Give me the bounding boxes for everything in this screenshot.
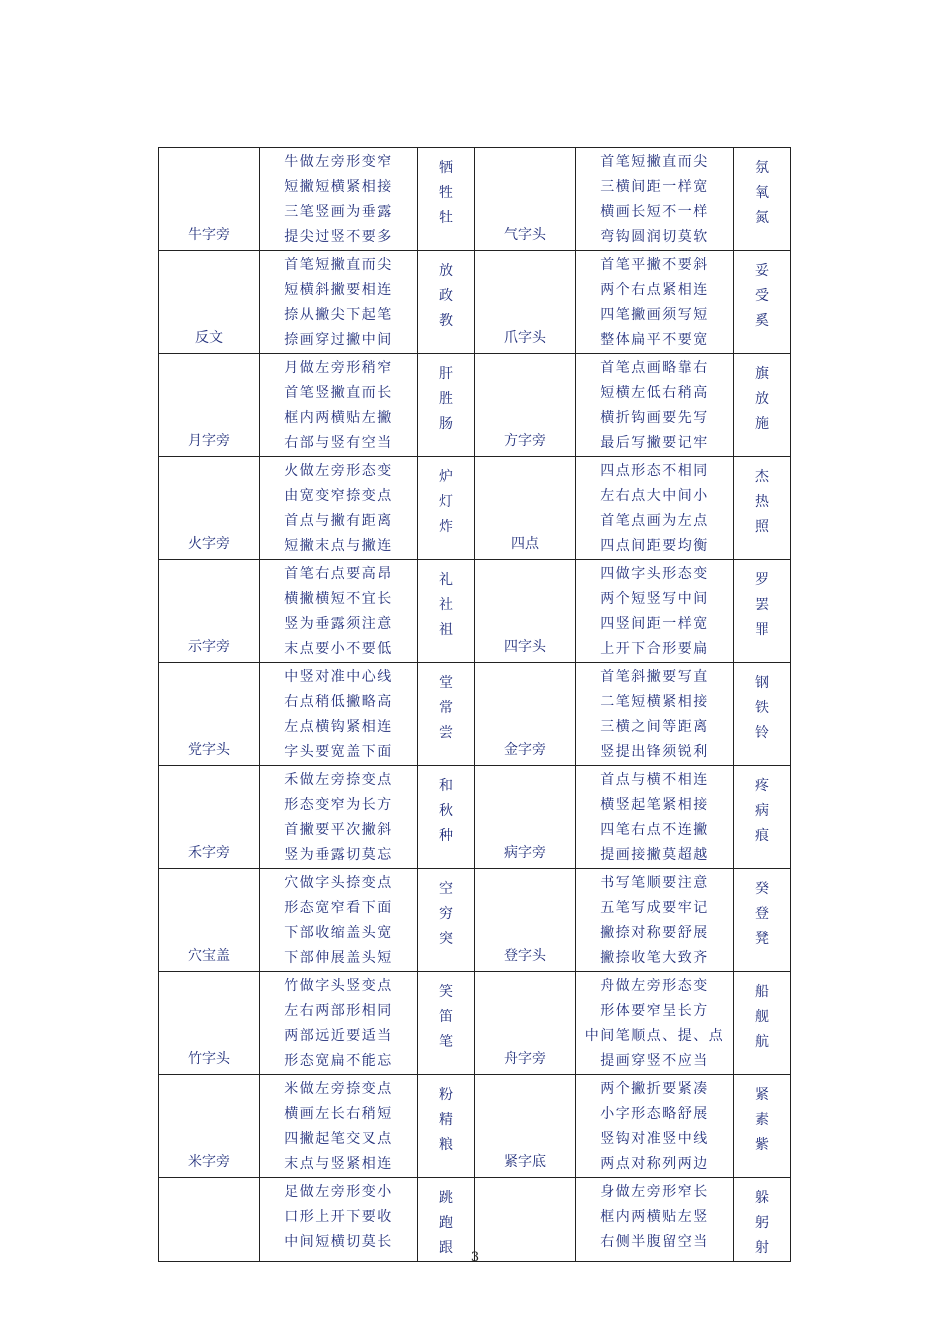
example-character: 杰 [755,469,769,485]
table-row [159,457,791,560]
table-row [159,560,791,663]
example-character: 航 [755,1034,769,1050]
verse-line: 提画穿竖不应当 [600,1053,709,1069]
example-characters [418,148,475,251]
mnemonic-verse [260,457,418,560]
example-characters [418,560,475,663]
verse-line: 横画长短不一样 [600,204,709,220]
verse-line: 口形上开下要收 [284,1209,393,1225]
radical-name: 四点 [475,457,576,560]
example-character: 笛 [439,1009,453,1025]
example-character: 牡 [439,210,453,226]
radical-name: 禾字旁 [159,766,260,869]
mnemonic-verse [576,663,734,766]
verse-line: 右侧半腹留空当 [600,1234,709,1250]
verse-line: 横撇横短不宜长 [284,591,393,607]
mnemonic-verse [260,1075,418,1178]
radical-name: 月字旁 [159,354,260,457]
example-character: 牲 [439,185,453,201]
verse-line: 三笔竖画为垂露 [284,204,393,220]
radical-name [159,1178,260,1262]
mnemonic-verse [260,869,418,972]
example-characters [734,663,791,766]
example-character: 粉 [439,1087,453,1103]
example-characters [418,766,475,869]
example-characters [418,354,475,457]
table-row [159,1075,791,1178]
mnemonic-verse [576,251,734,354]
example-character: 氛 [755,160,769,176]
mnemonic-verse [576,766,734,869]
verse-line: 两点对称列两边 [600,1156,709,1172]
example-character: 跳 [439,1190,453,1206]
verse-line: 下部收缩盖头宽 [284,925,393,941]
radical-name: 竹字头 [159,972,260,1075]
radicals-table [158,147,791,1262]
example-character: 突 [439,931,453,947]
example-character: 胜 [439,391,453,407]
table-body [159,148,791,1262]
example-character: 铁 [755,700,769,716]
verse-line: 五笔写成要牢记 [600,900,709,916]
verse-line: 横竖起笔紧相接 [600,797,709,813]
verse-line: 末点与竖紧相连 [284,1156,393,1172]
example-character: 肠 [439,416,453,432]
verse-line: 首笔短撇直而尖 [600,154,709,170]
verse-line: 首笔短撇直而尖 [284,257,393,273]
example-characters [734,251,791,354]
verse-line: 米做左旁捺变点 [284,1081,393,1097]
example-character: 舰 [755,1009,769,1025]
verse-line: 右点稍低撇略高 [284,694,393,710]
example-characters [418,251,475,354]
example-character: 礼 [439,572,453,588]
verse-line: 首笔斜撇要写直 [600,669,709,685]
example-character: 空 [439,881,453,897]
example-characters [734,972,791,1075]
example-characters [418,663,475,766]
verse-line: 四竖间距一样宽 [600,616,709,632]
verse-line: 短横斜撇要相连 [284,282,393,298]
verse-line: 火做左旁形态变 [284,463,393,479]
example-character: 紫 [755,1137,769,1153]
verse-line: 由宽变窄捺变点 [284,488,393,504]
radical-name: 示字旁 [159,560,260,663]
verse-line: 首笔竖撇直而长 [284,385,393,401]
verse-line: 提画接撇莫超越 [600,847,709,863]
radical-name: 舟字旁 [475,972,576,1075]
verse-line: 首笔右点要高昂 [284,566,393,582]
verse-line: 中间笔顺点、提、点 [584,1028,725,1044]
verse-line: 四笔撇画须写短 [600,307,709,323]
radical-name: 金字旁 [475,663,576,766]
example-character: 素 [755,1112,769,1128]
example-character: 施 [755,416,769,432]
verse-line: 左点横钩紧相连 [284,719,393,735]
example-character: 疼 [755,778,769,794]
table-row [159,766,791,869]
table-row [159,972,791,1075]
verse-line: 两个短竖写中间 [600,591,709,607]
verse-line: 撇捺对称要舒展 [600,925,709,941]
verse-line: 短横左低右稍高 [600,385,709,401]
example-character: 跑 [439,1215,453,1231]
example-characters [418,1178,475,1262]
example-character: 痕 [755,828,769,844]
verse-line: 中竖对准中心线 [284,669,393,685]
mnemonic-verse [260,766,418,869]
example-character: 罪 [755,622,769,638]
example-character: 和 [439,778,453,794]
mnemonic-verse [576,354,734,457]
example-character: 凳 [755,931,769,947]
verse-line: 两个撇折要紧凑 [600,1081,709,1097]
example-characters [418,457,475,560]
example-character: 放 [439,263,453,279]
mnemonic-verse [260,972,418,1075]
mnemonic-verse [260,560,418,663]
example-characters [418,1075,475,1178]
example-character: 钢 [755,675,769,691]
verse-line: 中间短横切莫长 [284,1234,393,1250]
verse-line: 四笔右点不连撇 [600,822,709,838]
verse-line: 月做左旁形稍窄 [284,360,393,376]
verse-line: 最后写撇要记牢 [600,435,709,451]
verse-line: 小字形态略舒展 [600,1106,709,1122]
example-character: 氧 [755,185,769,201]
verse-line: 形态宽扁不能忘 [284,1053,393,1069]
mnemonic-verse [576,457,734,560]
example-character: 堂 [439,675,453,691]
example-character: 肝 [439,366,453,382]
radical-name: 紧字底 [475,1075,576,1178]
radical-name: 登字头 [475,869,576,972]
mnemonic-verse [260,354,418,457]
example-characters [734,1178,791,1262]
verse-line: 提尖过竖不要多 [284,229,393,245]
table-row [159,148,791,251]
verse-line: 横画左长右稍短 [284,1106,393,1122]
verse-line: 首点与横不相连 [600,772,709,788]
verse-line: 首笔点画略靠右 [600,360,709,376]
example-character: 粮 [439,1137,453,1153]
verse-line: 首点与撇有距离 [284,513,393,529]
verse-line: 形体要窄呈长方 [600,1003,709,1019]
radical-name: 四字头 [475,560,576,663]
example-character: 船 [755,984,769,1000]
example-character: 炸 [439,519,453,535]
verse-line: 捺画穿过撇中间 [284,332,393,348]
example-character: 射 [755,1240,769,1256]
verse-line: 三横之间等距离 [600,719,709,735]
verse-line: 牛做左旁形变窄 [284,154,393,170]
verse-line: 整体扁平不要宽 [600,332,709,348]
verse-line: 四点间距要均衡 [600,538,709,554]
example-character: 癸 [755,881,769,897]
example-character: 灯 [439,494,453,510]
verse-line: 横折钩画要先写 [600,410,709,426]
radical-name: 火字旁 [159,457,260,560]
example-character: 笔 [439,1034,453,1050]
example-character: 受 [755,288,769,304]
verse-line: 二笔短横紧相接 [600,694,709,710]
mnemonic-verse [576,148,734,251]
verse-line: 竖为垂露切莫忘 [284,847,393,863]
example-character: 氮 [755,210,769,226]
verse-line: 四做字头形态变 [600,566,709,582]
verse-line: 上开下合形要扁 [600,641,709,657]
verse-line: 左右点大中间小 [600,488,709,504]
verse-line: 短撇末点与撇连 [284,538,393,554]
verse-line: 两部远近要适当 [284,1028,393,1044]
example-character: 教 [439,313,453,329]
radical-name: 病字旁 [475,766,576,869]
verse-line: 舟做左旁形态变 [600,978,709,994]
mnemonic-verse [576,1178,734,1262]
radical-name: 方字旁 [475,354,576,457]
example-character: 旗 [755,366,769,382]
example-characters [734,354,791,457]
mnemonic-verse [576,1075,734,1178]
verse-line: 两个右点紧相连 [600,282,709,298]
verse-line: 弯钩圆润切莫软 [600,229,709,245]
example-character: 祖 [439,622,453,638]
example-character: 妥 [755,263,769,279]
example-character: 社 [439,597,453,613]
verse-line: 三横间距一样宽 [600,179,709,195]
verse-line: 首笔点画为左点 [600,513,709,529]
verse-line: 下部伸展盖头短 [284,950,393,966]
example-character: 精 [439,1112,453,1128]
verse-line: 身做左旁形窄长 [600,1184,709,1200]
verse-line: 左右两部形相同 [284,1003,393,1019]
example-characters [734,457,791,560]
example-character: 常 [439,700,453,716]
example-characters [734,1075,791,1178]
verse-line: 末点要小不要低 [284,641,393,657]
verse-line: 四点形态不相同 [600,463,709,479]
verse-line: 形态宽窄看下面 [284,900,393,916]
example-character: 秋 [439,803,453,819]
verse-line: 竖为垂露须注意 [284,616,393,632]
radical-name: 气字头 [475,148,576,251]
example-character: 躲 [755,1190,769,1206]
example-characters [734,560,791,663]
verse-line: 穴做字头捺变点 [284,875,393,891]
verse-line: 竖钩对准竖中线 [600,1131,709,1147]
mnemonic-verse [260,1178,418,1262]
verse-line: 捺从撇尖下起笔 [284,307,393,323]
example-character: 笑 [439,984,453,1000]
example-characters [734,148,791,251]
example-character: 跟 [439,1240,453,1256]
example-character: 罢 [755,597,769,613]
verse-line: 竹做字头竖变点 [284,978,393,994]
radical-name: 党字头 [159,663,260,766]
example-character: 病 [755,803,769,819]
table-row [159,354,791,457]
verse-line: 框内两横贴左竖 [600,1209,709,1225]
table-row [159,869,791,972]
example-character: 种 [439,828,453,844]
verse-line: 竖提出锋须锐利 [600,744,709,760]
radical-name: 牛字旁 [159,148,260,251]
example-character: 奚 [755,313,769,329]
mnemonic-verse [576,972,734,1075]
verse-line: 首笔平撇不要斜 [600,257,709,273]
verse-line: 形态变窄为长方 [284,797,393,813]
example-character: 政 [439,288,453,304]
mnemonic-verse [576,869,734,972]
example-character: 登 [755,906,769,922]
example-character: 罗 [755,572,769,588]
verse-line: 右部与竖有空当 [284,435,393,451]
verse-line: 撇捺收笔大致齐 [600,950,709,966]
example-character: 牺 [439,160,453,176]
example-character: 躬 [755,1215,769,1231]
mnemonic-verse [576,560,734,663]
radical-name: 米字旁 [159,1075,260,1178]
example-characters [418,972,475,1075]
mnemonic-verse [260,148,418,251]
table-row [159,1178,791,1262]
verse-line: 书写笔顺要注意 [600,875,709,891]
example-character: 铃 [755,725,769,741]
example-characters [734,869,791,972]
example-character: 热 [755,494,769,510]
verse-line: 四撇起笔交叉点 [284,1131,393,1147]
mnemonic-verse [260,251,418,354]
verse-line: 禾做左旁捺变点 [284,772,393,788]
radical-name [475,1178,576,1262]
example-character: 紧 [755,1087,769,1103]
verse-line: 足做左旁形变小 [284,1184,393,1200]
example-character: 放 [755,391,769,407]
radical-name: 爪字头 [475,251,576,354]
table-row [159,251,791,354]
radical-name: 穴宝盖 [159,869,260,972]
example-character: 炉 [439,469,453,485]
mnemonic-verse [260,663,418,766]
example-character: 照 [755,519,769,535]
page-number: 3 [470,1250,480,1265]
verse-line: 首撇要平次撇斜 [284,822,393,838]
verse-line: 短撇短横紧相接 [284,179,393,195]
verse-line: 字头要宽盖下面 [284,744,393,760]
example-characters [418,869,475,972]
radical-name: 反文 [159,251,260,354]
verse-line: 框内两横贴左撇 [284,410,393,426]
example-character: 穷 [439,906,453,922]
example-characters [734,766,791,869]
example-character: 尝 [439,725,453,741]
table-row [159,663,791,766]
